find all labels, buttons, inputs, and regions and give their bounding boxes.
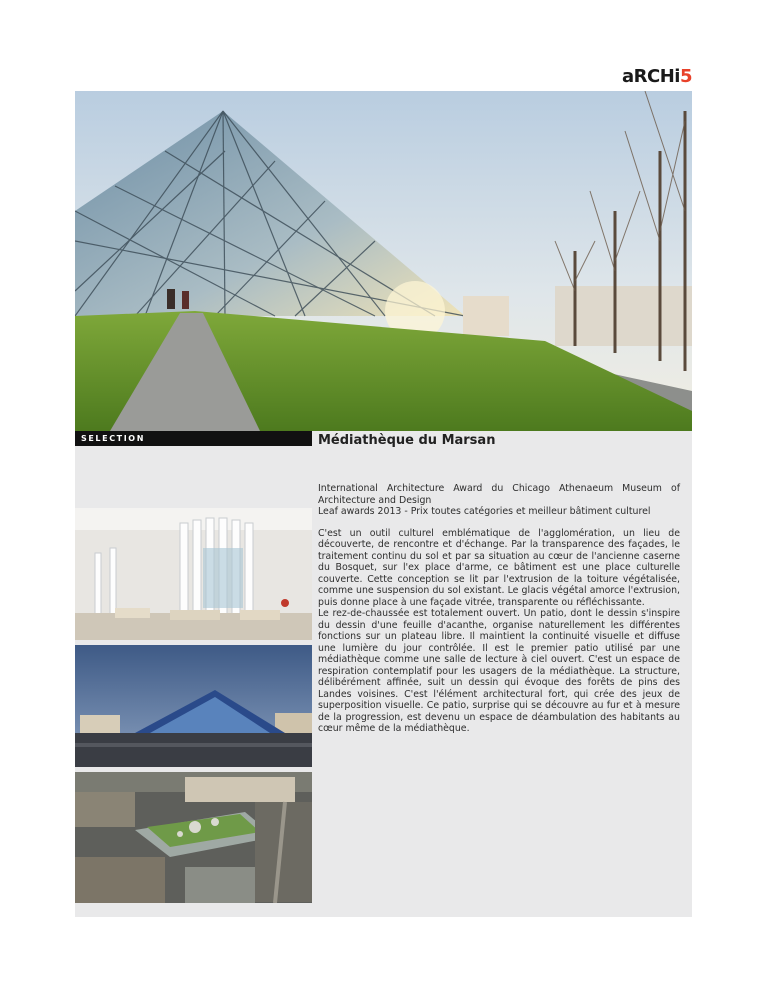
logo-number: 5: [679, 66, 692, 87]
selection-label: SELECTION: [75, 431, 312, 446]
archi5-logo: [622, 66, 692, 87]
description-paragraph: Le rez-de-chaussée est totalement ouvert. Un patio, dont le dessin s'inspire du dessin d'une feuille d'acanthe, organise naturellement les différentes fonctions sur un plateau libre. Il maintient la continuité visuelle et diffuse une lumière du jour contrôlée. Il est le premier patio utilisé par une médiathèque comme une salle de lecture à ciel ouvert. C'est un espace de respiration contemplatif pour les usagers de la médiathèque. La structure, délibérément affinée, suit un dessin qui évoque des forêts de pins des Landes voisines. C'est l'élément architectural fort, qui crée des jeux de superposition visuelle. Ce patio, surprise qui se découvre au fur et à mesure de la progression, est devenu un espace de déambulation des habitants au cœur même de la médiathèque.: [318, 608, 680, 734]
interior-photo: [75, 508, 312, 640]
project-description: [318, 483, 680, 735]
hero-photo: [75, 91, 692, 431]
logo-text: aRCHi: [622, 66, 680, 87]
night-exterior-photo: [75, 645, 312, 767]
award-line: International Architecture Award du Chicago Athenaeum Museum of Architecture and Design: [318, 483, 680, 506]
award-line: Leaf awards 2013 - Prix toutes catégories et meilleur bâtiment culturel: [318, 506, 651, 517]
aerial-photo: [75, 772, 312, 903]
description-paragraph: C'est un outil culturel emblématique de l'agglomération, un lieu de découverte, de rencontre et d'échange. Par la transparence des façades, le traitement continu du sol et par sa situation au cœur de l'ancienne caserne du Bosquet, sur l'ex place d'arme, ce bâtiment est une place culturelle couverte. Cette conception se lit par l'extrusion de la toiture végétalisée, comme une suspension du sol existant. Le glacis végétal amorce l'extrusion, puis donne place à une façade vitrée, transparente ou réfléchissante.: [318, 527, 680, 608]
project-title: Médiathèque du Marsan: [318, 433, 496, 448]
